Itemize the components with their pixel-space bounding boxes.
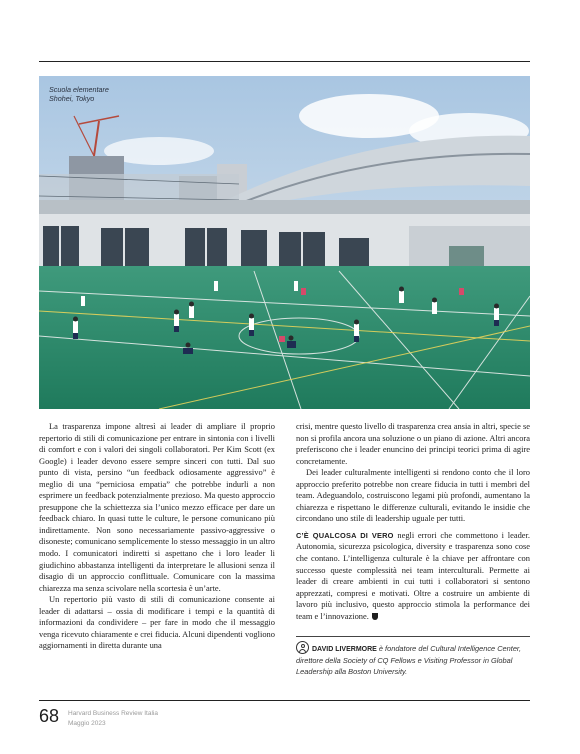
page-number: 68 — [39, 706, 60, 726]
paragraph: Dei leader culturalmente intelligenti si rendono conto che il loro approccio preferito potrebbe non creare fiducia in tutti i membri del team. Adeguandolo, costruiscono legami più profondi, aumentano la chiarezza e rispettano le differenze culturali, evitando le insidie che circondano uno stile di leadership uguale per tutti. — [296, 467, 530, 524]
author-bio — [296, 641, 530, 677]
paragraph: crisi, mentre questo livello di trasparenza crea ansia in altri, specie se non si profila ancora una soluzione o un piano di azione. Altri ancora preferiscono che i leader enuncino dei principi teorici prima di agire concretamente. — [296, 421, 530, 466]
paragraph — [296, 530, 530, 622]
caption-line: Shohei, Tokyo — [49, 94, 95, 103]
photo-caption — [49, 85, 159, 103]
author-name: DAVID LIVERMORE — [312, 646, 377, 653]
paragraph-text: negli errori che commettono i leader. Autonomia, sicurezza psicologica, diversity e trasparenza sono cose che contano. L’intelligenza culturale è la chiave per affrontare con successo queste complessità nei team interculturali. Permette ai leader di creare ambienti in cui tutti i collaboratori si sentono apprezzati, compresi e motivati. Oltre a costruire un ambiente di lavoro più inclusivo, questo approccio stimola la performance dei team e l’innovazione. — [296, 529, 530, 621]
person-icon — [296, 641, 309, 654]
school-rooftop-photo — [39, 76, 530, 409]
section-lead-in: C’È QUALCOSA DI VERO — [296, 530, 394, 540]
end-of-article-icon — [372, 613, 378, 620]
paragraph: Un repertorio più vasto di stili di comunicazione consente ai leader di adattarsi – ossia di modificare i tempi e la quantità di informazioni da condividere – per fare in modo che il messaggio venga ricevuto chiaramente e crei fiducia. Alcuni dipendenti vogliono aggiornamenti in diretta durante una — [39, 594, 275, 651]
paragraph: La trasparenza impone altresì ai leader di ampliare il proprio repertorio di stili di comunicazione per entrare in sintonia con i livelli di comfort e con i valori dei singoli collaboratori. Per Kim Scott (ex Google) i leader devono essere sempre sinceri con tutti. Dal suo punto di vista, persino “un feedback odiosamente aggressivo” è meglio di una “perniciosa empatia” che potrebbe indurli a non esprimere un feedback potenzialmente prezioso. Ma questo approccio presuppone che la schiettezza sia l’unico mezzo efficace per dare un feedback chiaro. In quasi tutte le culture, le persone comunicano più indirettamente. Non sono necessariamente passivo-aggressive o disoneste; comunicano semplicemente lo stesso messaggio in un altro modo. I comunicatori indiretti si aspettano che i loro leader li giudichino abbastanza intelligenti da interpretare le allusioni senza il disagio di un approccio conflittuale. Comunicare con la massima chiarezza ma senza scivolare nella scortesia è un’arte. — [39, 421, 275, 593]
author-description: è fondatore del Cultural Intelligence Center, direttore della Society of CQ Fellows e Visiting Professor in Global Leadership alla Boston University. — [296, 644, 522, 676]
issue-date: Maggio 2023 — [68, 720, 106, 727]
top-rule — [39, 61, 530, 62]
publication-info — [68, 709, 158, 729]
body-column-left — [39, 421, 275, 652]
author-rule — [296, 636, 530, 637]
bottom-rule — [39, 700, 530, 701]
publication-name: Harvard Business Review Italia — [68, 710, 158, 717]
caption-line: Scuola elementare — [49, 85, 109, 94]
body-column-right — [296, 421, 530, 622]
